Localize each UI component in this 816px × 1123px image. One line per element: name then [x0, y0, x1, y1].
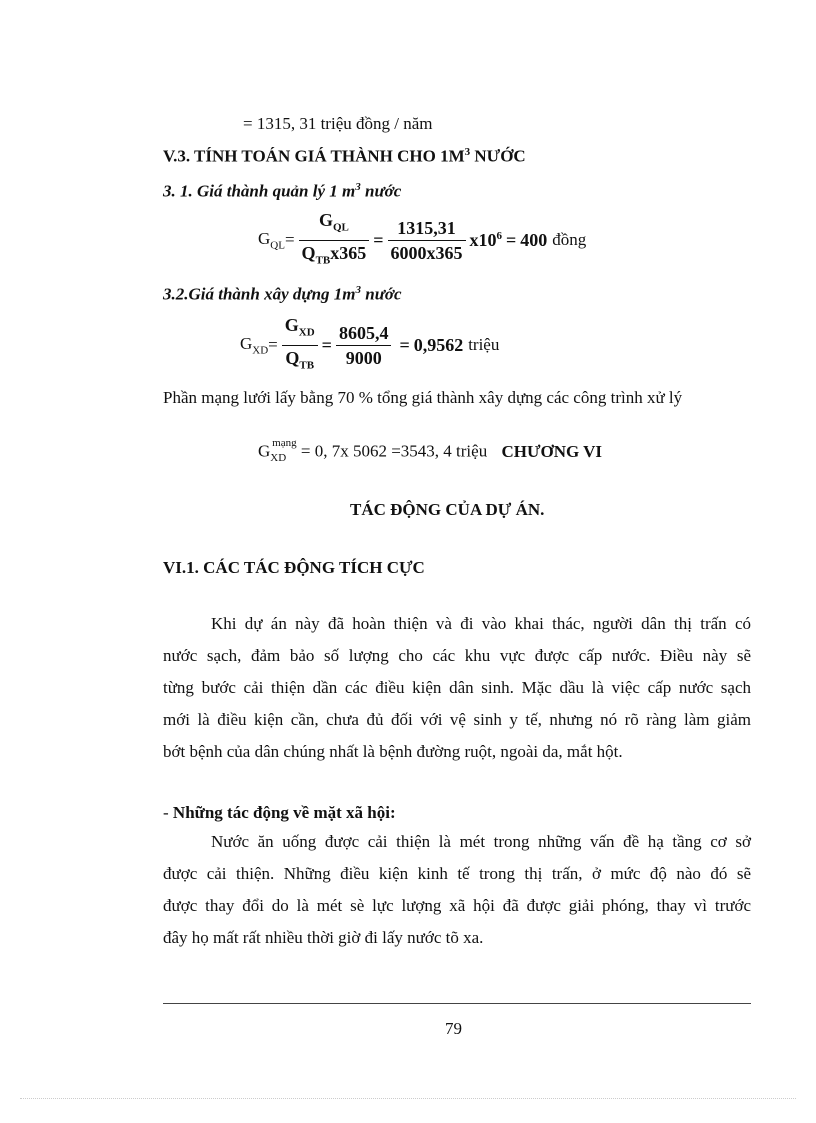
subheading-3-2: 3.2.Giá thành xây dựng $1m^3$ nước	[163, 284, 402, 304]
chapter-label: CHƯƠNG VI	[501, 441, 603, 461]
paragraph-positive-impacts: Khi dự án này đã hoàn thiện và đi vào khai thác, người dân thị trấn có nước sạch, đảm bảo số lượng cho các khu vực được cấp nước. Điều này sẽ từng bước cải thiện dần các điều kiện dân sinh. Mặc dầu là việc cấp nước sạch mới là điều kiện cần, chưa đủ đối với vệ sinh y tế, nhưng nó rõ ràng làm giảm bớt bệnh của dân chúng nhất là bệnh đường ruột, ngoài da, mắt hột.	[163, 614, 751, 761]
equation-result: 400	[520, 229, 548, 250]
fraction-symbolic: $\frac{G_{QL}}{Q_{TB}x365}$	[299, 208, 370, 272]
equation-construction-cost: $G_{XD}$ = $\frac{G_{XD}}{Q_{TB}}$ = $\frac{8605,4}{9000}$ = 0,9562 triệu	[240, 313, 499, 377]
fraction-numeric: $\frac{8605,4}{9000}$	[336, 321, 392, 370]
equation-network-cost: $G_{XD}^{mạng} = 0$, 7x 5062 =3543, 4 triệu CHƯƠNG VI	[258, 437, 603, 465]
multiplier: $x10^6$	[469, 229, 503, 250]
equation-lhs: $G_{XD}$	[240, 333, 269, 357]
section-heading-vi1: VI.1. CÁC TÁC ĐỘNG TÍCH CỰC	[163, 558, 425, 577]
social-impacts-heading: - Những tác động về mặt xã hội:	[163, 803, 396, 822]
fraction-numeric: $\frac{1315,31}{6000x365}$	[388, 216, 466, 265]
subheading-3-1: 3. 1. Giá thành quản lý 1 $m^3$ nước	[163, 181, 402, 201]
total-cost-line: = 1315, 31 triệu đồng / năm	[243, 114, 433, 133]
equation-lhs: $G_{QL}$	[258, 228, 285, 252]
section-heading-v3: V.3. TÍNH TOÁN GIÁ THÀNH CHO $1M^3$ NƯỚC	[163, 146, 526, 166]
page-edge-dots	[20, 1098, 796, 1099]
equation-management-cost: $G_{QL}$ = $\frac{G_{QL}}{Q_{TB}x365}$ = $\frac{1315,31}{6000x365}$ $x10^6$ = 400 đồng	[258, 208, 586, 272]
chapter-title: TÁC ĐỘNG CỦA DỰ ÁN.	[350, 500, 545, 519]
network-cost-text: Phần mạng lưới lấy bằng 70 % tổng giá thành xây dựng các công trình xử lý	[163, 388, 683, 407]
equation-result: 0,9562	[413, 334, 464, 355]
paragraph-social-impacts: Nước ăn uống được cải thiện là mét trong những vấn đề hạ tầng cơ sở được cải thiện. Những điều kiện kinh tế trong thị trấn, ở mức độ nào đó sẽ được thay đổi do là mét sè lực lượng xã hội đã được giải phóng, thay vì trước đây họ mất rất nhiều thời giờ đi lấy nước tõ xa.	[163, 832, 751, 947]
fraction-symbolic: $\frac{G_{XD}}{Q_{TB}}$	[282, 313, 318, 377]
page-number: 79	[445, 1019, 462, 1038]
footer-rule	[163, 1003, 751, 1004]
